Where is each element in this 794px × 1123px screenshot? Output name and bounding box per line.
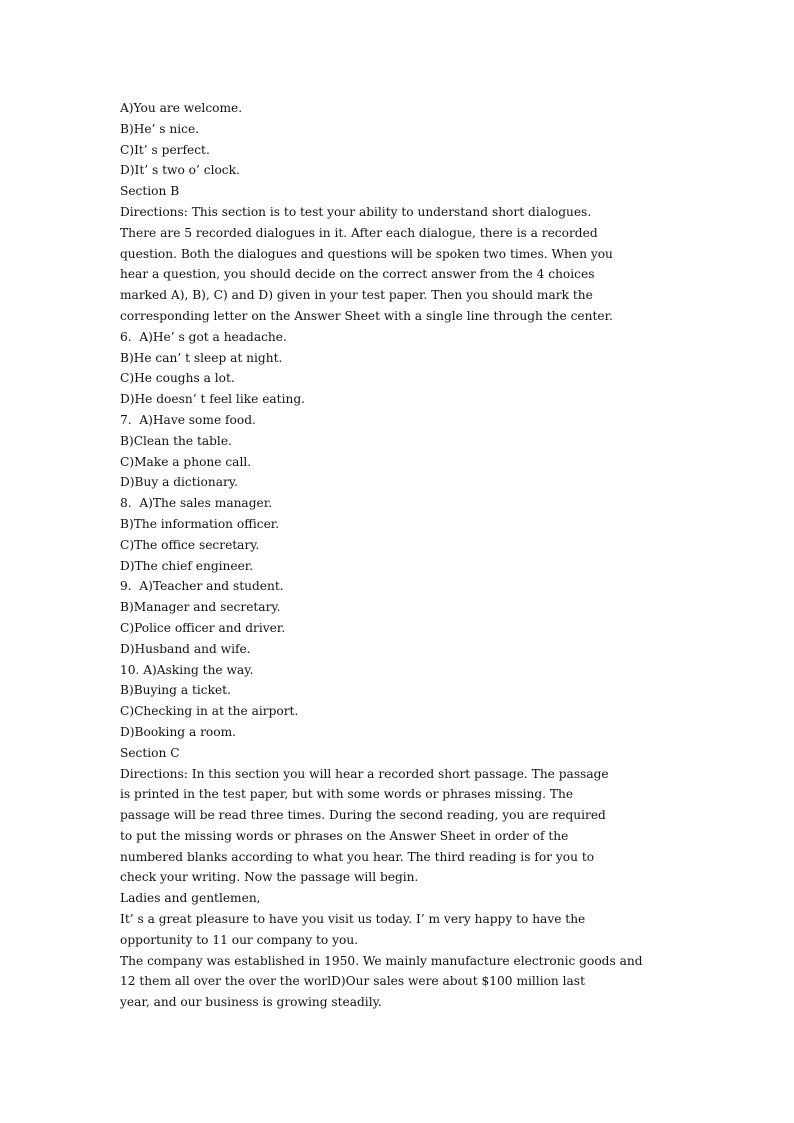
directions-line: numbered blanks according to what you hear. The third reading is for you to — [120, 849, 595, 864]
option-line: C)Checking in at the airport. — [120, 704, 299, 719]
passage-line: The company was established in 1950. We mainly manufacture electronic goods and — [120, 953, 643, 968]
option-line: C)He coughs a lot. — [120, 371, 235, 386]
directions-line: is printed in the test paper, but with some words or phrases missing. The — [120, 787, 574, 802]
document-body — [120, 98, 680, 1013]
option-line: B)Clean the table. — [120, 433, 232, 448]
question-line: 6. A)He’ s got a headache. — [120, 329, 287, 344]
directions-line: question. Both the dialogues and questions will be spoken two times. When you — [120, 246, 613, 261]
option-line: D)Husband and wife. — [120, 641, 251, 656]
directions-line: Directions: This section is to test your ability to understand short dialogues. — [120, 204, 592, 219]
directions-line: Directions: In this section you will hear a recorded short passage. The passage — [120, 766, 609, 781]
passage-line: Ladies and gentlemen, — [120, 891, 261, 906]
question-line: 7. A)Have some food. — [120, 412, 256, 427]
question-line: 10. A)Asking the way. — [120, 662, 254, 677]
option-line: B)He’ s nice. — [120, 121, 200, 136]
question-line: 8. A)The sales manager. — [120, 496, 273, 511]
option-line: B)Buying a ticket. — [120, 683, 231, 698]
option-line: B)Manager and secretary. — [120, 600, 281, 615]
option-line: C)Make a phone call. — [120, 454, 252, 469]
option-line: D)The chief engineer. — [120, 558, 254, 573]
passage-line: It’ s a great pleasure to have you visit us today. I’ m very happy to have the — [120, 912, 586, 927]
directions-line: corresponding letter on the Answer Sheet with a single line through the center. — [120, 308, 613, 323]
directions-line: There are 5 recorded dialogues in it. After each dialogue, there is a recorded — [120, 225, 598, 240]
option-line: D)He doesn’ t feel like eating. — [120, 392, 305, 407]
option-line: B)He can’ t sleep at night. — [120, 350, 283, 365]
directions-line: to put the missing words or phrases on the Answer Sheet in order of the — [120, 828, 569, 843]
option-line: B)The information officer. — [120, 516, 280, 531]
directions-line: check your writing. Now the passage will begin. — [120, 870, 419, 885]
passage-line: opportunity to 11 our company to you. — [120, 932, 359, 947]
section-heading: Section C — [120, 745, 180, 760]
option-line: D)Booking a room. — [120, 724, 237, 739]
directions-line: hear a question, you should decide on the correct answer from the 4 choices — [120, 267, 595, 282]
question-line: 9. A)Teacher and student. — [120, 579, 284, 594]
passage-line: 12 them all over the over the worlD)Our sales were about $100 million last — [120, 974, 585, 989]
directions-line: marked A), B), C) and D) given in your test paper. Then you should mark the — [120, 288, 593, 303]
option-line: C)It’ s perfect. — [120, 142, 210, 157]
option-line: D)Buy a dictionary. — [120, 475, 238, 490]
section-heading: Section B — [120, 184, 180, 199]
passage-line: year, and our business is growing steadily. — [120, 995, 382, 1010]
directions-line: passage will be read three times. During the second reading, you are required — [120, 808, 606, 823]
option-line: C)The office secretary. — [120, 537, 260, 552]
option-line: D)It’ s two o’ clock. — [120, 163, 240, 178]
option-line: A)You are welcome. — [120, 101, 243, 115]
option-line: C)Police officer and driver. — [120, 620, 286, 635]
